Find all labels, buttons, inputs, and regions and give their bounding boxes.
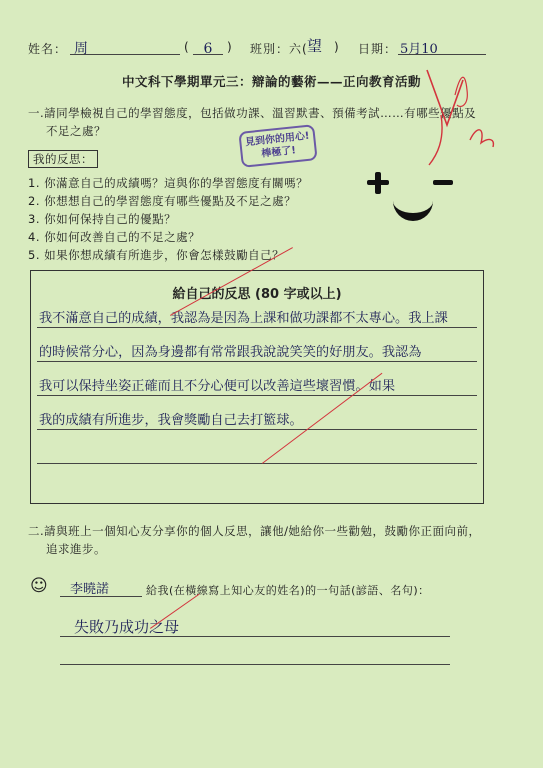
stamp-line2: 棒極了! <box>260 145 297 160</box>
q2-text-line2: 追求進步。 <box>46 542 106 556</box>
reflection-line-1: 我不滿意自己的成績，我認為是因為上課和做功課都不太專心。我上課 <box>39 311 448 326</box>
teacher-stamp <box>238 124 317 168</box>
name-value: 周 <box>74 41 88 57</box>
friend-name: 李曉諾 <box>70 582 110 597</box>
friend-name-field[interactable] <box>60 578 142 597</box>
reflection-label: 我的反思： <box>28 150 98 168</box>
reflection-line-3: 我可以保持坐姿正確而且不分心便可以改善這些壞習慣。如果 <box>39 379 396 394</box>
q1-item-3: 3. 你如何保持自己的優點？ <box>28 212 177 226</box>
class-value: 望 <box>307 37 323 55</box>
class-close-paren: ) <box>334 40 340 54</box>
reflection-line-2: 的時候常分心，因為身邊都有常常跟我說說笑笑的好朋友。我認為 <box>39 345 422 360</box>
plus-minus-face-icon <box>365 165 465 235</box>
seat-open-paren: ( <box>184 40 190 54</box>
q1-text-line1: 一.請同學檢視自己的學習態度，包括做功課、溫習默書、預備考試……有哪些優點及 <box>28 106 477 120</box>
seat-field[interactable] <box>193 38 223 55</box>
date-label: 日期： <box>358 42 398 56</box>
name-field[interactable] <box>70 38 180 55</box>
quote-line-2[interactable] <box>60 664 450 665</box>
reflection-box <box>30 270 484 504</box>
q1-text-line2: 不足之處？ <box>46 124 106 138</box>
q2-prompt: 給我(在橫線寫上知心友的姓名)的一句話(諺語、名句)： <box>146 584 430 597</box>
quote-line-1[interactable] <box>60 636 450 637</box>
q1-item-2: 2. 你想想自己的學習態度有哪些優點及不足之處？ <box>28 194 297 208</box>
q1-item-1: 1. 你滿意自己的成績嗎？這與你的學習態度有關嗎？ <box>28 176 309 190</box>
seat-value: 6 <box>203 41 213 57</box>
date-field[interactable] <box>398 38 486 55</box>
name-label: 姓名： <box>28 42 68 56</box>
q2-text-line1: 二.請與班上一個知心友分享你的個人反思，讓他/她給你一些勸勉，鼓勵你正面向前， <box>28 524 481 538</box>
reflection-line-4: 我的成績有所進步，我會獎勵自己去打籃球。 <box>39 413 303 428</box>
stamp-line1: 見到你的用心! <box>244 130 310 149</box>
page-title: 中文科下學期單元三：辯論的藝術——正向教育活動 <box>121 74 421 89</box>
q1-item-4: 4. 你如何改善自己的不足之處？ <box>28 230 201 244</box>
date-value: 5月10 <box>400 42 438 57</box>
friend-quote: 失敗乃成功之母 <box>74 618 180 636</box>
reflection-box-title: 給自己的反思 (80 字或以上) <box>172 287 342 302</box>
class-label: 班別：六( <box>250 42 308 56</box>
seat-close-paren: ) <box>227 40 233 54</box>
teacher-check-mark-icon <box>415 65 505 175</box>
smiley-icon: ☺ <box>30 576 48 596</box>
q1-item-5: 5. 如果你想成績有所進步，你會怎樣鼓勵自己？ <box>28 248 285 262</box>
